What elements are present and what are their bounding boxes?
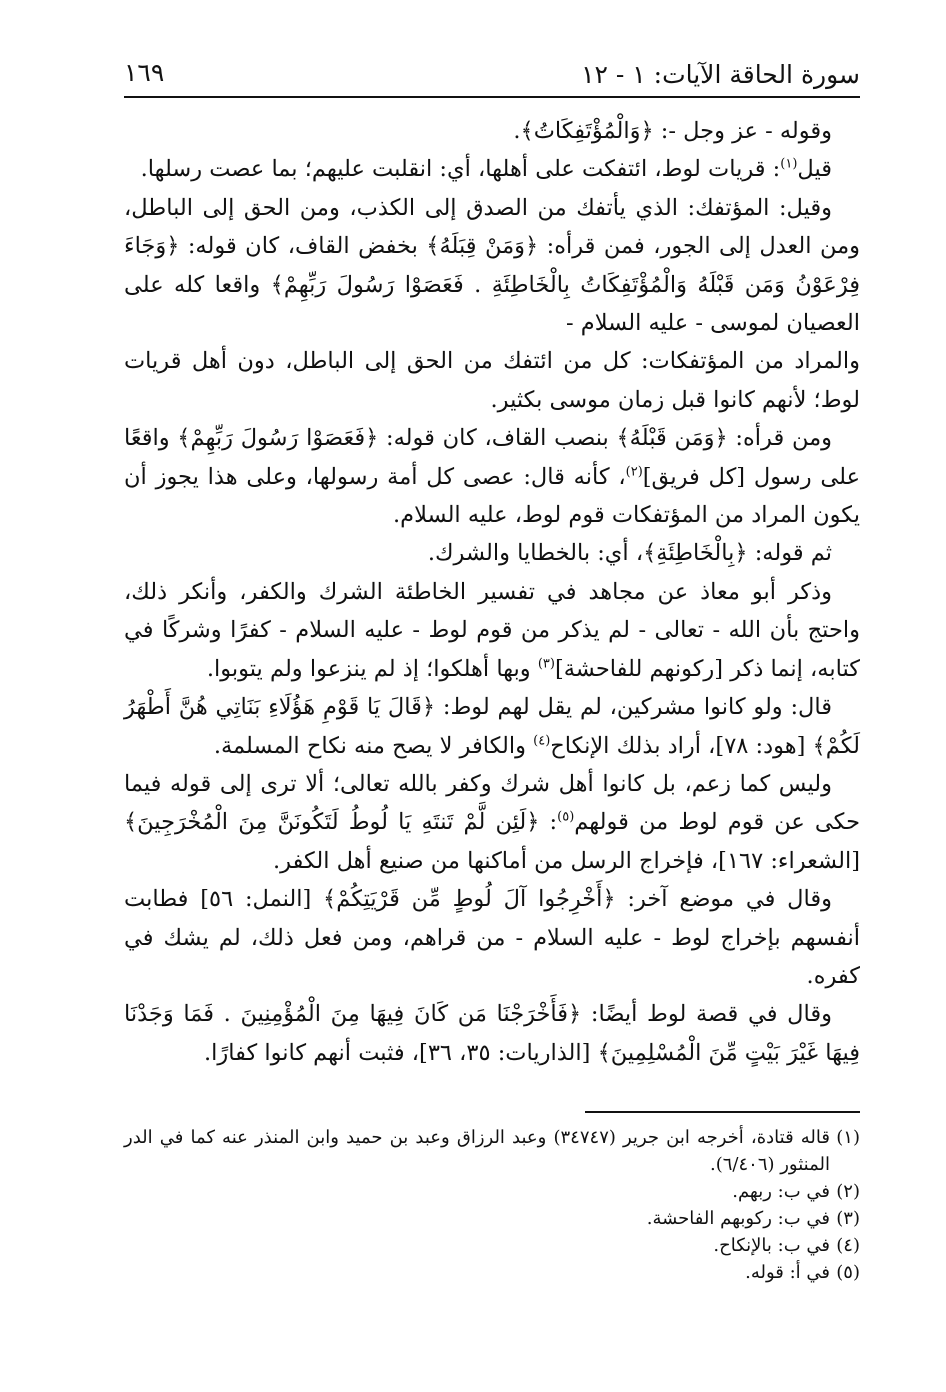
paragraph-text: : ﴿لَئِن لَّمْ تَنتَهِ يَا لُوطُ لَتَكُونَنَّ مِنَ الْمُخْرَجِينَ﴾ [الشعراء: ١٦٧]، فإخراج الرسل من أماكنها من صنيع أهل الكفر.: [124, 809, 860, 874]
paragraph: [124, 189, 860, 343]
footnote: [124, 1124, 860, 1178]
footnote-number: (١): [836, 1127, 860, 1148]
paragraph: [124, 765, 860, 880]
footnote-ref: (٤): [533, 733, 551, 748]
paragraph-text: وبها أهلكوا؛ إذ لم ينزعوا ولم يتوبوا.: [206, 655, 538, 682]
paragraph-text: وذكر أبو معاذ عن مجاهد في تفسير الخاطئة الشرك والكفر، وأنكر ذلك، واحتج بأن الله - تعالى - لم يذكر من قوم لوط - عليه السلام - كفرًا وشركًا في كتابه، إنما ذكر [ركونهم للفاحشة]: [124, 578, 860, 682]
paragraph-text: قيل: [797, 156, 832, 183]
main-text: [124, 112, 860, 1072]
paragraph-text: : قريات لوط، ائتفكت على أهلها، أي: انقلبت عليهم؛ بما عصت رسلها.: [140, 156, 781, 183]
footnote-ref: (٥): [557, 809, 575, 825]
paragraph-text: والمراد من المؤتفكات: كل من ائتفك من الحق إلى الباطل، دون أهل قريات لوط؛ لأنهم كانوا قبل زمان موسى بكثير.: [124, 348, 860, 413]
footnote-text: قاله قتادة، أخرجه ابن جرير (٣٤٧٤٧) وعبد الرزاق وعبد بن حميد وابن المنذر عنه كما في الدر المنثور (٦/٤٠٦).: [124, 1127, 831, 1175]
paragraph: [124, 150, 860, 188]
footnote: [124, 1259, 860, 1286]
footnote-ref: (٣): [537, 656, 555, 672]
paragraph: [124, 688, 860, 765]
paragraph-text: وقال في قصة لوط أيضًا: ﴿فَأَخْرَجْنَا مَن كَانَ فِيهَا مِنَ الْمُؤْمِنِينَ . فَمَا وَجَدْنَا فِيهَا غَيْرَ بَيْتٍ مِّنَ الْمُسْلِمِينَ﴾ [الذاريات: ٣٥، ٣٦]، فثبت أنهم كانوا كفارًا.: [124, 1001, 860, 1066]
footnote-text: في ب: ركوبهم الفاحشة.: [646, 1208, 830, 1229]
footnote-number: (٢): [836, 1181, 860, 1202]
paragraph-text: ومن قرأه: ﴿وَمَن قَبْلَهُ﴾ بنصب القاف، كان قوله: ﴿فَعَصَوْا رَسُولَ رَبِّهِمْ﴾ واقعًا على رسول [كل فريق]: [124, 425, 860, 490]
page-number: ١٦٩: [124, 58, 165, 87]
paragraph-text: وليس كما زعم، بل كانوا أهل شرك وكفر بالله تعالى؛ ألا ترى إلى قوله فيما حكى عن قوم لوط من قولهم: [124, 770, 861, 836]
footnote: [124, 1205, 860, 1232]
paragraph: [124, 995, 860, 1072]
paragraph-text: ، كأنه قال: عصى كل أمة رسولها، وعلى هذا يجوز أن يكون المراد من المؤتفكات قوم لوط، عليه السلام.: [124, 463, 860, 529]
footnote-number: (٣): [836, 1208, 860, 1229]
footnote-divider: [585, 1111, 860, 1113]
paragraph-text: وقيل: المؤتفك: الذي يأتفك من الصدق إلى الكذب، ومن الحق إلى الباطل، ومن العدل إلى الجور، فمن قرأه: ﴿وَمَنْ قِبَلَهُ﴾ بخفض القاف، كان قوله: ﴿وَجَاءَ فِرْعَوْنُ وَمَن قَبْلَهُ وَالْمُؤْتَفِكَاتُ بِالْخَاطِئَةِ . فَعَصَوْا رَسُولَ رَبِّهِمْ﴾ واقعا كله على العصيان لموسى - عليه السلام -: [124, 194, 860, 337]
paragraph: [124, 419, 860, 534]
footnote-ref: (٢): [625, 464, 643, 480]
header-title: سورة الحاقة الآيات: ١ - ١٢: [581, 60, 860, 89]
paragraph: [124, 880, 860, 995]
footnote-text: في ب: ربهم.: [732, 1181, 830, 1202]
footnotes: [124, 1124, 860, 1286]
paragraph: [124, 534, 860, 572]
footnote-text: في ب: بالإنكاح.: [713, 1235, 830, 1256]
paragraph-text: قال: ولو كانوا مشركين، لم يقل لهم لوط: ﴿قَالَ يَا قَوْمِ هَؤُلَاءِ بَنَاتِي هُنَّ أَطْهَرُ لَكُمْ﴾ [هود: ٧٨]، أراد بذلك الإنكاح: [124, 694, 860, 759]
paragraph: [124, 342, 860, 419]
footnote: [124, 1178, 860, 1205]
footnote: [124, 1232, 860, 1259]
paragraph-text: وقوله - عز وجل -: ﴿وَالْمُؤْتَفِكَاتُ﴾.: [513, 118, 832, 144]
paragraph-text: وقال في موضع آخر: ﴿أَخْرِجُوا آلَ لُوطٍ مِّن قَرْيَتِكُمْ﴾ [النمل: ٥٦] فطابت أنفسهم بإخراج لوط - عليه السلام - من قراهم، ومن فعل ذلك، لم يشك في كفره.: [124, 886, 860, 989]
footnote-ref: (١): [780, 156, 798, 172]
paragraph-text: ثم قوله: ﴿بِالْخَاطِئَةِ﴾، أي: بالخطايا والشرك.: [427, 540, 832, 567]
footnote-number: (٥): [836, 1262, 860, 1283]
footnote-number: (٤): [836, 1235, 860, 1256]
paragraph: [124, 573, 860, 688]
running-header: [124, 54, 860, 98]
paragraph-text: والكافر لا يصح منه نكاح المسلمة.: [213, 732, 534, 759]
footnote-text: في أ: قوله.: [745, 1262, 830, 1283]
paragraph: [124, 112, 860, 150]
